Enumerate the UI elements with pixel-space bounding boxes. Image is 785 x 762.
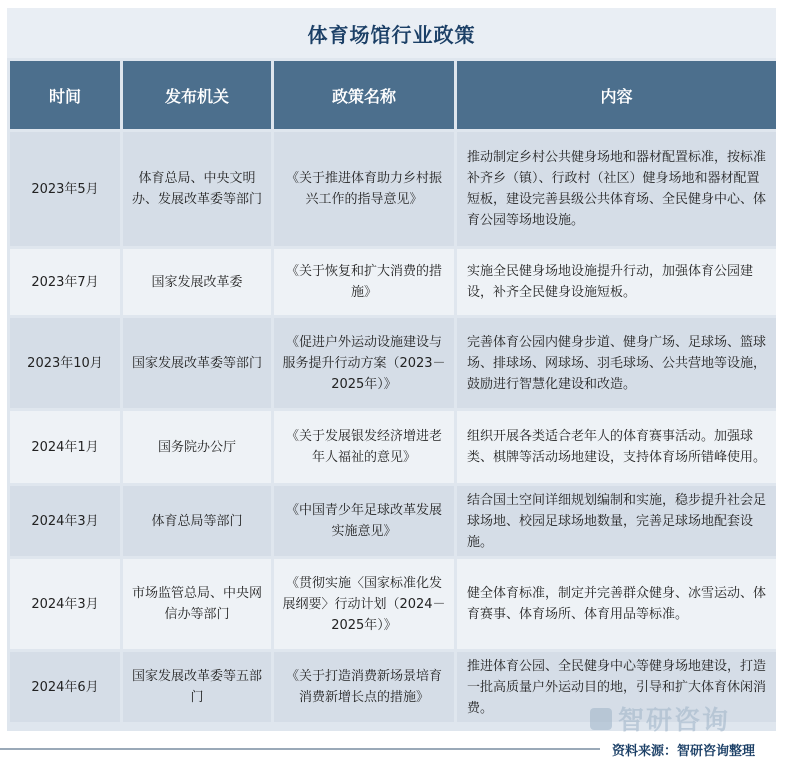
cell-time: 2023年10月 (10, 318, 120, 408)
cell-time: 2023年5月 (10, 132, 120, 246)
watermark-text: 智研咨询 (618, 706, 731, 736)
policy-table (7, 58, 779, 725)
page-title: 体育场馆行业政策 (7, 8, 776, 58)
cell-time: 2023年7月 (10, 249, 120, 315)
cell-time: 2024年3月 (10, 559, 120, 649)
source-note: 资料来源：智研咨询整理 (612, 744, 756, 759)
table-row (10, 318, 776, 408)
cell-content: 推动制定乡村公共健身场地和器材配置标准，按标准补齐乡（镇）、行政村（社区）健身场地和器材配置短板，建设完善县级公共体育场、全民健身中心、体育公园等场地设施。 (457, 132, 776, 246)
cell-policy: 《关于恢复和扩大消费的措施》 (274, 249, 454, 315)
cell-agency: 国家发展改革委等部门 (123, 318, 271, 408)
logo-mark-icon (590, 708, 612, 730)
cell-content: 完善体育公园内健身步道、健身广场、足球场、篮球场、排球场、网球场、羽毛球场、公共营地等设施，鼓励进行智慧化建设和改造。 (457, 318, 776, 408)
cell-agency: 国务院办公厅 (123, 411, 271, 483)
table-row (10, 249, 776, 315)
cell-agency: 体育总局等部门 (123, 486, 271, 556)
cell-policy: 《关于推进体育助力乡村振兴工作的指导意见》 (274, 132, 454, 246)
cell-agency: 体育总局、中央文明办、发展改革委等部门 (123, 132, 271, 246)
header-policy: 政策名称 (274, 61, 454, 129)
header-content: 内容 (457, 61, 776, 129)
divider (0, 748, 600, 750)
cell-agency: 国家发展改革委 (123, 249, 271, 315)
table-row (10, 486, 776, 556)
cell-content: 健全体育标准，制定并完善群众健身、冰雪运动、体育赛事、体育场所、体育用品等标准。 (457, 559, 776, 649)
cell-time: 2024年1月 (10, 411, 120, 483)
watermark-logo (590, 700, 730, 737)
cell-time: 2024年3月 (10, 486, 120, 556)
header-agency: 发布机关 (123, 61, 271, 129)
cell-policy: 《促进户外运动设施建设与服务提升行动方案（2023－2025年）》 (274, 318, 454, 408)
header-time: 时间 (10, 61, 120, 129)
header-row (10, 61, 776, 129)
table-row (10, 411, 776, 483)
cell-policy: 《关于打造消费新场景培育消费新增长点的措施》 (274, 652, 454, 722)
cell-content: 推进体育公园、全民健身中心等健身场地建设，打造一批高质量户外运动目的地，引导和扩大体育休闲消费。 (457, 652, 776, 722)
cell-policy: 《中国青少年足球改革发展实施意见》 (274, 486, 454, 556)
cell-policy: 《关于发展银发经济增进老年人福祉的意见》 (274, 411, 454, 483)
table-row (10, 132, 776, 246)
cell-agency: 国家发展改革委等五部门 (123, 652, 271, 722)
table-row (10, 559, 776, 649)
cell-agency: 市场监管总局、中央网信办等部门 (123, 559, 271, 649)
cell-content: 结合国土空间详细规划编制和实施，稳步提升社会足球场地、校园足球场地数量，完善足球场地配套设施。 (457, 486, 776, 556)
cell-content: 组织开展各类适合老年人的体育赛事活动。加强球类、棋牌等活动场地建设，支持体育场所错峰使用。 (457, 411, 776, 483)
cell-content: 实施全民健身场地设施提升行动，加强体育公园建设，补齐全民健身设施短板。 (457, 249, 776, 315)
cell-policy: 《贯彻实施〈国家标准化发展纲要〉行动计划（2024－2025年）》 (274, 559, 454, 649)
cell-time: 2024年6月 (10, 652, 120, 722)
